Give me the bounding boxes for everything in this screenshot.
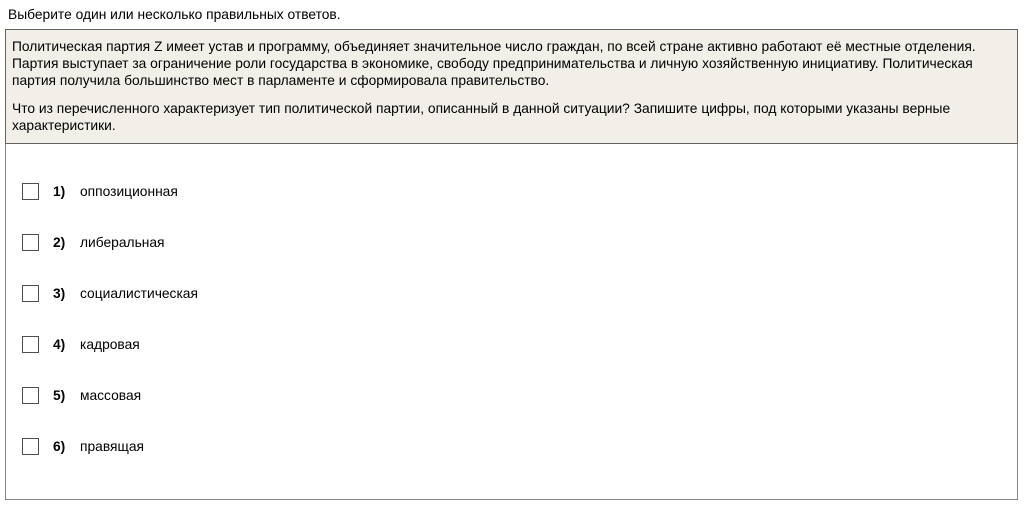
checkbox-option-5[interactable] (22, 387, 39, 404)
option-number-3: 3) (53, 286, 66, 301)
option-label-1: оппозиционная (80, 184, 178, 199)
option-row-1 (6, 166, 1017, 217)
option-number-2: 2) (53, 235, 66, 250)
checkbox-option-3[interactable] (22, 285, 39, 302)
option-label-5: массовая (80, 388, 142, 403)
question-box (5, 29, 1018, 144)
option-label-6: правящая (80, 439, 144, 454)
option-row-3 (6, 268, 1017, 319)
options-list (5, 144, 1018, 500)
option-number-5: 5) (53, 388, 66, 403)
question-paragraph-2: Что из перечисленного характеризует тип политической партии, описанный в данной ситуации? Запишите цифры, под которыми указаны верные характеристики. (12, 101, 951, 133)
checkbox-option-4[interactable] (22, 336, 39, 353)
option-label-3: социалистическая (80, 286, 198, 301)
option-label-2: либеральная (80, 235, 165, 250)
checkbox-option-1[interactable] (22, 183, 39, 200)
option-row-2 (6, 217, 1017, 268)
option-number-1: 1) (53, 184, 66, 199)
checkbox-option-6[interactable] (22, 438, 39, 455)
option-label-4: кадровая (80, 337, 140, 352)
checkbox-option-2[interactable] (22, 234, 39, 251)
option-row-5 (6, 370, 1017, 421)
option-row-6 (6, 421, 1017, 472)
option-row-4 (6, 319, 1017, 370)
question-paragraph-1: Политическая партия Z имеет устав и программу, объединяет значительное число граждан, по всей стране активно работают её местные отделения. Партия выступает за ограничение роли государства в экономике, свободу предпринимательства и личную хозяйственную инициативу. Политическая партия получила большинство мест в парламенте и сформировала правительство. (12, 39, 976, 88)
option-number-6: 6) (53, 439, 66, 454)
instruction-text: Выберите один или несколько правильных ответов. (8, 7, 341, 22)
option-number-4: 4) (53, 337, 66, 352)
